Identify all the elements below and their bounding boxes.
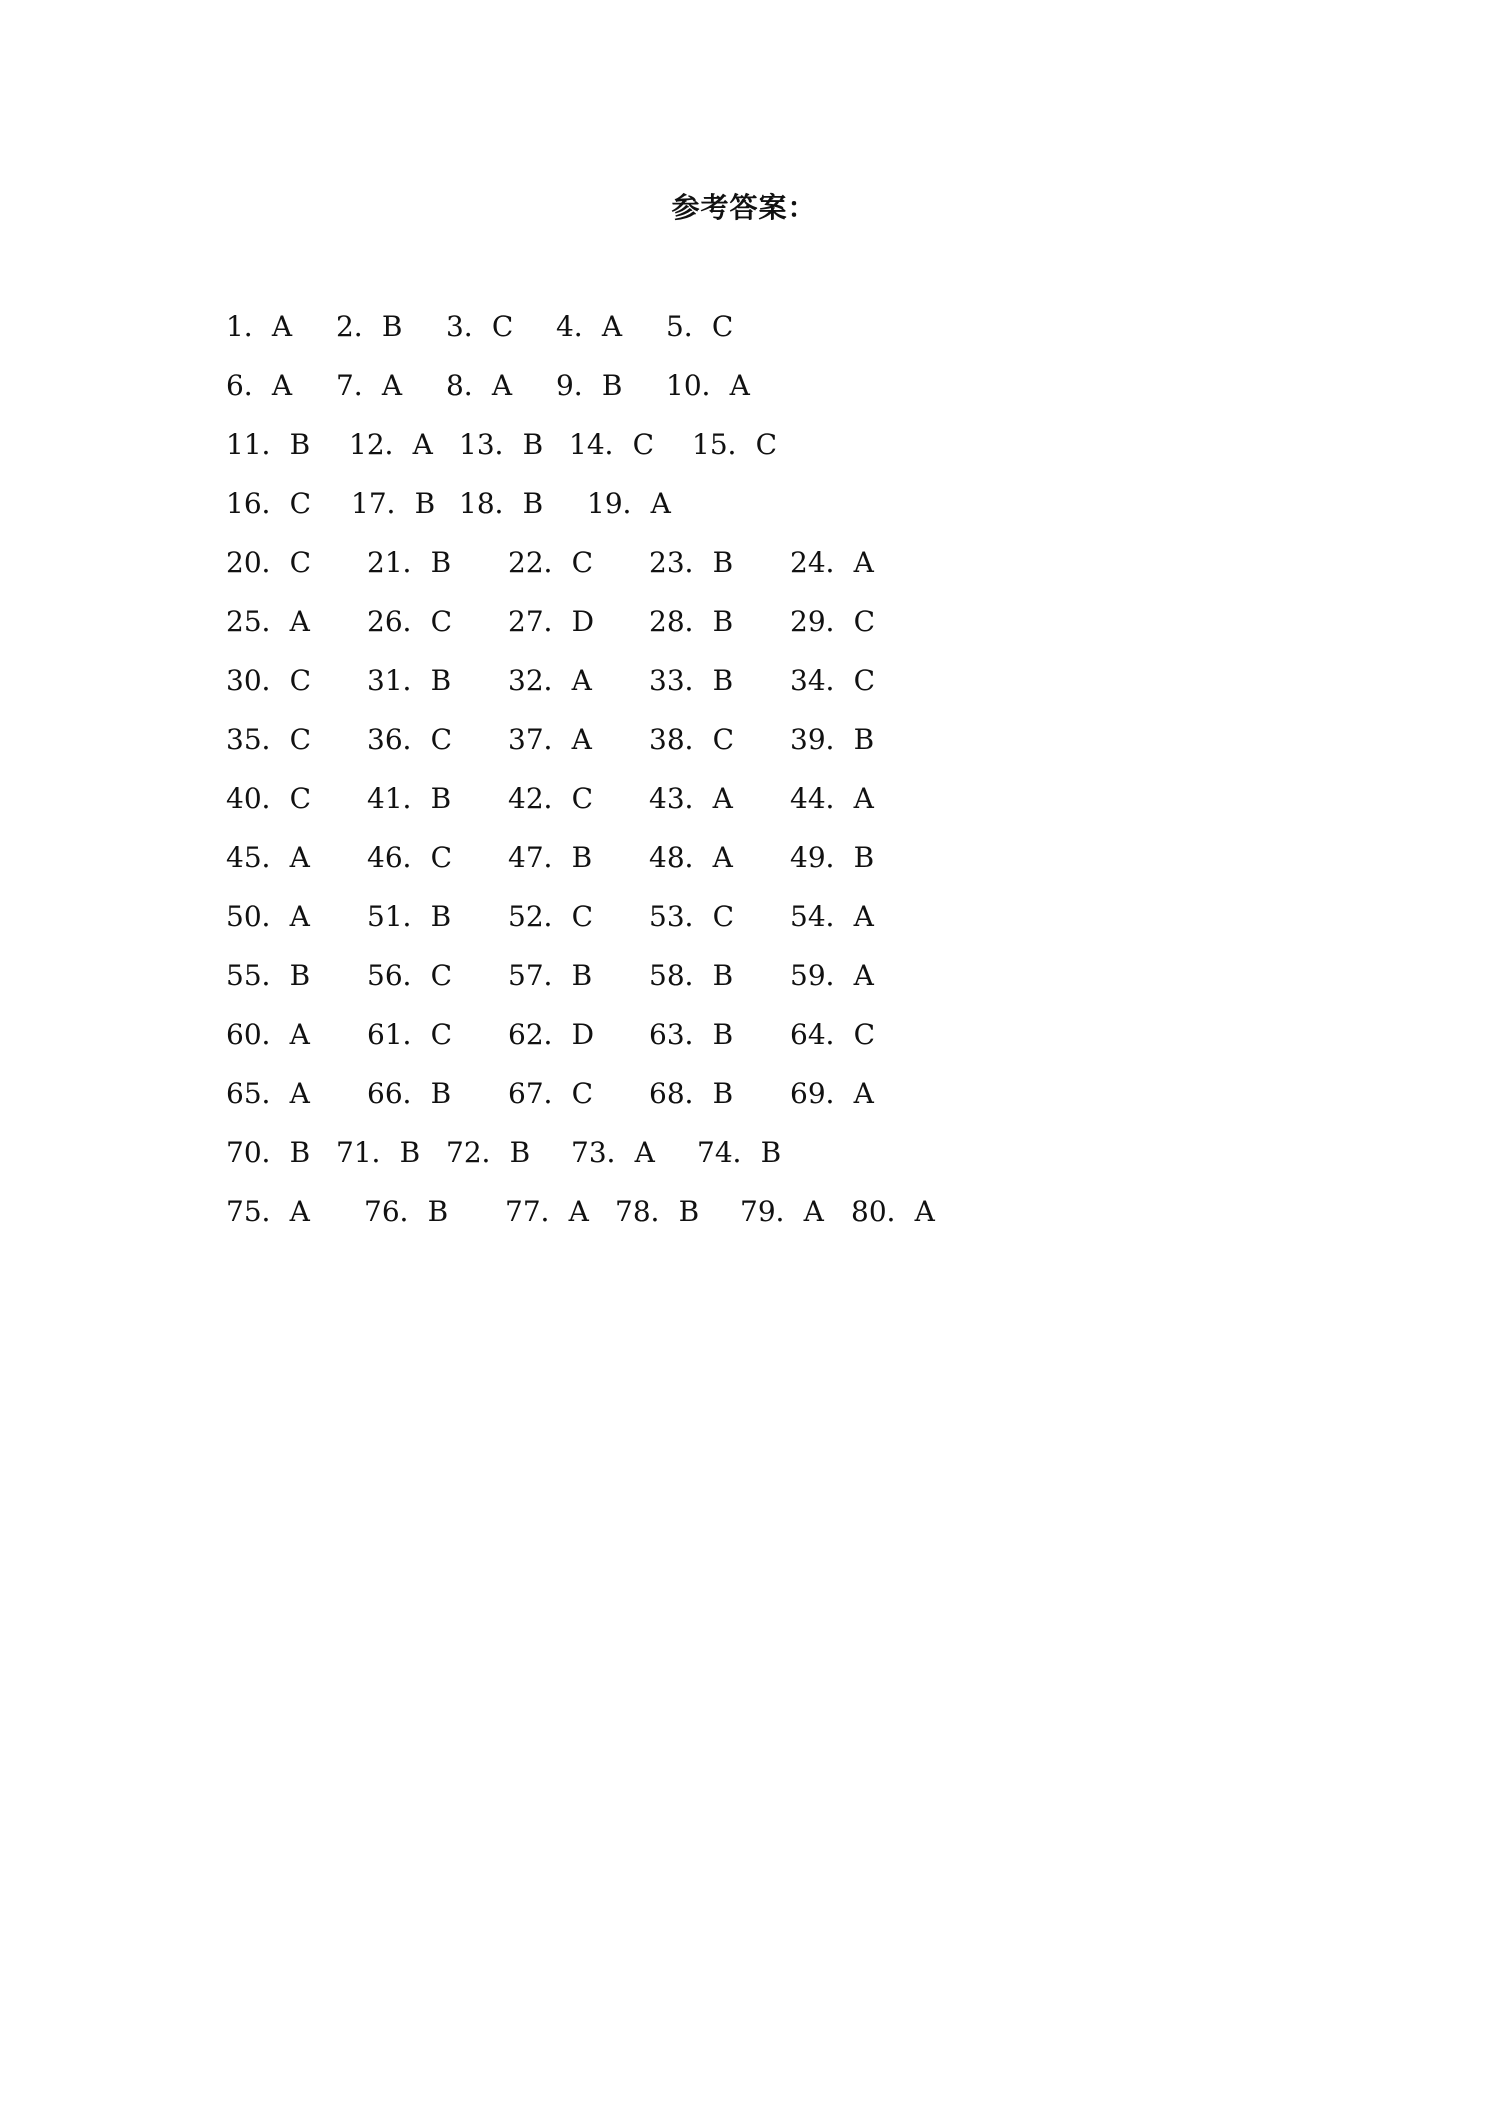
answer-row	[226, 424, 1326, 483]
answer-row	[226, 1191, 1326, 1250]
answer-row	[226, 306, 1326, 365]
answer-item: 68．B	[649, 1077, 734, 1110]
answer-item: 74．B	[697, 1136, 782, 1169]
answer-row	[226, 719, 1326, 778]
answer-item: 76．B	[364, 1195, 449, 1228]
answer-item: 21．B	[367, 546, 452, 579]
answer-item: 51．B	[367, 900, 452, 933]
answer-row	[226, 365, 1326, 424]
answer-item: 49．B	[790, 841, 875, 874]
answer-item: 26．C	[367, 605, 453, 638]
answer-item: 42．C	[508, 782, 594, 815]
answer-item: 38．C	[649, 723, 735, 756]
answer-item: 10．A	[666, 369, 750, 402]
answer-row	[226, 837, 1326, 896]
answer-item: 33．B	[649, 664, 734, 697]
answer-row	[226, 601, 1326, 660]
answer-row	[226, 1073, 1326, 1132]
answer-item: 46．C	[367, 841, 453, 874]
answer-item: 72．B	[446, 1136, 531, 1169]
answer-item: 65．A	[226, 1077, 310, 1110]
answer-item: 16．C	[226, 487, 312, 520]
answer-item: 30．C	[226, 664, 312, 697]
answer-row	[226, 660, 1326, 719]
answer-row	[226, 778, 1326, 837]
answer-item: 70．B	[226, 1136, 311, 1169]
answer-item: 61．C	[367, 1018, 453, 1051]
answer-item: 29．C	[790, 605, 876, 638]
answer-item: 73．A	[571, 1136, 655, 1169]
answer-item: 20．C	[226, 546, 312, 579]
answer-item: 52．C	[508, 900, 594, 933]
answer-item: 35．C	[226, 723, 312, 756]
answer-row	[226, 483, 1326, 542]
answer-item: 7．A	[336, 369, 403, 402]
answer-item: 11．B	[226, 428, 311, 461]
answer-item: 37．A	[508, 723, 592, 756]
page-title: 参考答案：	[671, 191, 817, 224]
answer-item: 78．B	[615, 1195, 700, 1228]
answer-item: 66．B	[367, 1077, 452, 1110]
answer-item: 45．A	[226, 841, 310, 874]
answer-item: 24．A	[790, 546, 874, 579]
answer-item: 14．C	[569, 428, 655, 461]
answer-row	[226, 1014, 1326, 1073]
answer-item: 25．A	[226, 605, 310, 638]
answer-item: 43．A	[649, 782, 733, 815]
answer-item: 77．A	[505, 1195, 589, 1228]
answer-item: 64．C	[790, 1018, 876, 1051]
answer-item: 12．A	[349, 428, 433, 461]
answer-item: 48．A	[649, 841, 733, 874]
answer-item: 4．A	[556, 310, 623, 343]
answer-item: 40．C	[226, 782, 312, 815]
answer-item: 41．B	[367, 782, 452, 815]
answer-item: 3．C	[446, 310, 514, 343]
answer-item: 39．B	[790, 723, 875, 756]
answer-item: 19．A	[587, 487, 671, 520]
answer-item: 32．A	[508, 664, 592, 697]
answer-item: 23．B	[649, 546, 734, 579]
answer-item: 13．B	[459, 428, 544, 461]
answer-row	[226, 542, 1326, 601]
answer-item: 55．B	[226, 959, 311, 992]
answer-item: 8．A	[446, 369, 513, 402]
answer-item: 22．C	[508, 546, 594, 579]
answer-item: 9．B	[556, 369, 623, 402]
answer-row	[226, 1132, 1326, 1191]
answer-item: 57．B	[508, 959, 593, 992]
answer-item: 34．C	[790, 664, 876, 697]
answer-item: 60．A	[226, 1018, 310, 1051]
answer-item: 75．A	[226, 1195, 310, 1228]
answer-item: 59．A	[790, 959, 874, 992]
answer-item: 54．A	[790, 900, 874, 933]
answer-item: 44．A	[790, 782, 874, 815]
answer-item: 67．C	[508, 1077, 594, 1110]
answer-item: 62．D	[508, 1018, 595, 1051]
answer-item: 2．B	[336, 310, 403, 343]
answer-item: 15．C	[692, 428, 778, 461]
answer-item: 63．B	[649, 1018, 734, 1051]
answer-item: 79．A	[740, 1195, 824, 1228]
answer-item: 69．A	[790, 1077, 874, 1110]
answer-item: 36．C	[367, 723, 453, 756]
answer-item: 18．B	[459, 487, 544, 520]
answer-list	[226, 306, 1326, 1250]
answer-item: 80．A	[851, 1195, 935, 1228]
answer-item: 53．C	[649, 900, 735, 933]
answer-item: 58．B	[649, 959, 734, 992]
answer-item: 6．A	[226, 369, 293, 402]
answer-item: 27．D	[508, 605, 595, 638]
answer-item: 17．B	[351, 487, 436, 520]
answer-item: 71．B	[336, 1136, 421, 1169]
answer-item: 56．C	[367, 959, 453, 992]
answer-row	[226, 955, 1326, 1014]
answer-item: 1．A	[226, 310, 293, 343]
answer-item: 5．C	[666, 310, 734, 343]
answer-item: 50．A	[226, 900, 310, 933]
answer-item: 31．B	[367, 664, 452, 697]
answer-item: 28．B	[649, 605, 734, 638]
answer-item: 47．B	[508, 841, 593, 874]
answer-row	[226, 896, 1326, 955]
